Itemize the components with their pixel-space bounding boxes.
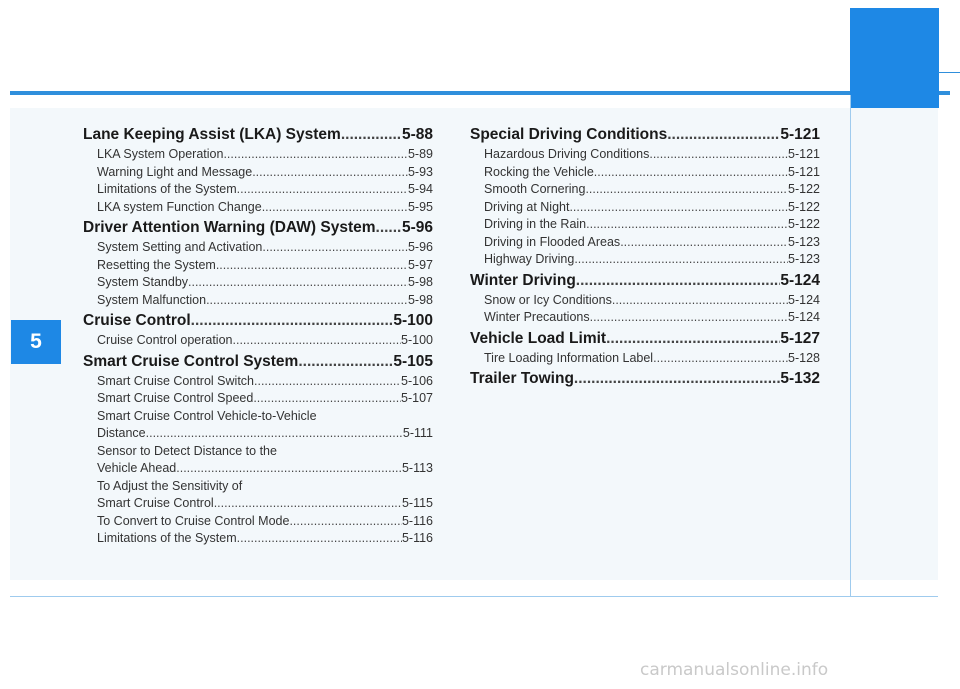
toc-subsection-entry[interactable] [470,199,820,217]
toc-column-right [470,123,820,390]
toc-dot-leader [576,270,781,292]
toc-entry-title: Smart Cruise Control System [83,352,299,370]
toc-section-entry[interactable] [83,351,433,373]
toc-page-number: 5-97 [407,257,433,272]
toc-dot-leader [298,351,393,373]
toc-page-number: 5-123 [788,234,820,249]
toc-section-entry[interactable] [83,310,433,332]
toc-entry-title: Driving in the Rain [484,217,587,231]
toc-page-number: 5-121 [780,126,820,143]
header-rule [10,91,950,95]
toc-subsection-entry[interactable] [83,239,433,257]
toc-subsection-entry[interactable] [83,373,433,391]
toc-page-number: 5-100 [401,333,433,347]
toc-dot-leader [289,513,402,531]
toc-subsection-entry[interactable] [470,164,820,182]
toc-entry-title-line[interactable]: To Adjust the Sensitivity of [97,478,243,493]
watermark: carmanualsonline.info [640,660,829,680]
toc-page-number: 5-98 [407,275,433,289]
toc-dot-leader [188,274,408,292]
toc-page-number: 5-121 [788,164,820,179]
toc-section-entry[interactable] [83,124,433,146]
toc-entry-title: Tire Loading Information Label [484,350,654,365]
toc-dot-leader [574,368,780,390]
toc-entry-title: To Convert to Cruise Control Mode [97,513,290,528]
toc-entry-title: LKA System Operation [97,147,224,161]
toc-dot-leader [233,332,402,350]
toc-page-number: 5-93 [407,164,433,179]
toc-dot-leader [262,239,408,257]
toc-page-number: 5-105 [393,352,433,370]
toc-entry-title: Trailer Towing [470,370,574,387]
toc-entry-title: Driving at Night [484,199,570,214]
toc-dot-leader [237,530,402,548]
toc-entry-title: Rocking the Vehicle [484,164,594,179]
toc-dot-leader [612,292,788,310]
toc-dot-leader [586,216,788,234]
toc-dot-leader [620,234,788,252]
toc-page-number: 5-96 [401,219,433,236]
toc-page-number: 5-89 [407,147,433,161]
toc-page-number: 5-124 [788,292,820,307]
toc-entry-title: Smooth Cornering [484,182,586,196]
toc-entry-title: Cruise Control [83,312,191,329]
toc-entry-title: Highway Driving [484,252,575,266]
toc-page-number: 5-88 [401,126,433,143]
toc-entry-title: System Setting and Activation [97,240,263,254]
toc-entry-title: Smart Cruise Control [97,496,214,510]
header-thin-rule [938,72,960,73]
toc-entry-title: Smart Cruise Control Switch [97,373,254,388]
toc-page-number: 5-128 [788,350,820,365]
toc-entry-title: Vehicle Ahead [97,461,177,475]
toc-section-entry[interactable] [470,328,820,350]
toc-dot-leader [262,199,408,217]
toc-dot-leader [341,124,402,146]
toc-page-number: 5-116 [401,513,433,528]
toc-page-number: 5-116 [401,531,433,545]
toc-entry-title: Lane Keeping Assist (LKA) System [83,126,341,143]
toc-subsection-entry[interactable] [470,309,820,327]
toc-entry-title: Snow or Icy Conditions [484,292,612,307]
toc-page-number: 5-132 [780,370,820,387]
toc-entry-title: Hazardous Driving Conditions [484,147,650,161]
toc-subsection-entry[interactable] [470,292,820,310]
chapter-tab[interactable]: 5 [11,320,61,364]
toc-page-number: 5-100 [393,312,433,329]
toc-dot-leader [606,328,780,350]
toc-section-entry[interactable] [470,124,820,146]
toc-subsection-entry[interactable] [83,181,433,199]
toc-entry-title: Driving in Flooded Areas [484,234,621,249]
toc-entry-title: LKA system Function Change [97,199,262,214]
toc-dot-leader [653,350,788,368]
toc-subsection-entry[interactable] [470,350,820,368]
toc-entry-title: Smart Cruise Control Speed [97,391,254,405]
toc-dot-leader [252,164,408,182]
toc-dot-leader [253,390,401,408]
toc-subsection-entry[interactable] [83,460,433,478]
toc-entry-title: System Malfunction [97,292,207,307]
toc-dot-leader [237,181,408,199]
toc-subsection-entry[interactable] [83,513,433,531]
toc-dot-leader [214,495,402,513]
footer-rule [10,596,938,597]
toc-dot-leader [574,251,788,269]
toc-page-number: 5-115 [401,496,433,510]
toc-dot-leader [254,373,401,391]
toc-page-number: 5-94 [407,182,433,196]
toc-subsection-entry[interactable] [83,390,433,408]
toc-entry-title: Limitations of the System [97,531,237,545]
toc-dot-leader [376,217,402,239]
toc-entry-title: Vehicle Load Limit [470,329,607,347]
toc-dot-leader [569,199,788,217]
toc-page-number: 5-96 [407,240,433,254]
header-color-block [850,8,939,108]
toc-dot-leader [667,124,780,146]
toc-entry-title-line[interactable]: Smart Cruise Control Vehicle-to-Vehicle [97,408,317,423]
toc-entry-title: Special Driving Conditions [470,126,668,143]
toc-subsection-entry[interactable] [470,251,820,269]
toc-dot-leader [216,257,408,275]
toc-subsection-entry[interactable] [83,274,433,292]
toc-entry-title: System Standby [97,275,189,289]
toc-subsection-entry[interactable] [83,530,433,548]
toc-section-entry[interactable] [83,217,433,239]
toc-page-number: 5-121 [788,147,820,161]
toc-page-number: 5-122 [788,199,820,214]
toc-subsection-entry[interactable] [83,199,433,217]
toc-entry-title: Limitations of the System [97,182,237,196]
toc-dot-leader [649,146,788,164]
toc-page-number: 5-107 [401,391,433,405]
toc-dot-leader [176,460,402,478]
toc-subsection-entry[interactable] [83,425,433,443]
toc-subsection-entry[interactable] [83,146,433,164]
toc-entry-title: Distance [97,426,146,440]
toc-subsection-entry[interactable] [470,181,820,199]
toc-entry-title: Winter Driving [470,271,576,289]
toc-entry-title-line[interactable]: Sensor to Detect Distance to the [97,443,277,458]
toc-dot-leader [191,310,394,332]
toc-dot-leader [146,425,403,443]
toc-subsection-entry[interactable] [83,257,433,275]
toc-page-number: 5-127 [780,329,820,347]
toc-subsection-entry[interactable] [83,332,433,350]
toc-page-number: 5-106 [401,373,433,388]
toc-page-number: 5-95 [407,199,433,214]
toc-entry-title: Resetting the System [97,257,216,272]
toc-entry-title: Warning Light and Message [97,164,253,179]
toc-entry-title: Cruise Control operation [97,333,233,347]
toc-entry-title: Driver Attention Warning (DAW) System [83,219,376,236]
toc-page-number: 5-123 [788,252,820,266]
toc-dot-leader [206,292,408,310]
toc-dot-leader [585,181,788,199]
toc-subsection-entry[interactable] [83,292,433,310]
toc-dot-leader [594,164,788,182]
toc-entry-title: Winter Precautions [484,310,590,324]
toc-subsection-entry[interactable] [470,216,820,234]
toc-dot-leader [223,146,408,164]
toc-subsection-entry[interactable] [83,164,433,182]
toc-section-entry[interactable] [470,368,820,390]
toc-page-number: 5-124 [788,310,820,324]
toc-section-entry[interactable] [470,270,820,292]
toc-dot-leader [590,309,788,327]
toc-page-number: 5-122 [788,217,820,231]
toc-page-number: 5-98 [407,292,433,307]
toc-page-number: 5-111 [402,426,433,440]
toc-page-number: 5-124 [780,271,820,289]
toc-page-number: 5-122 [788,182,820,196]
toc-page-number: 5-113 [401,461,433,475]
toc-column-left [83,123,433,548]
toc-subsection-entry[interactable] [470,146,820,164]
margin-rule [850,95,851,597]
toc-subsection-entry[interactable] [83,495,433,513]
toc-subsection-entry[interactable] [470,234,820,252]
